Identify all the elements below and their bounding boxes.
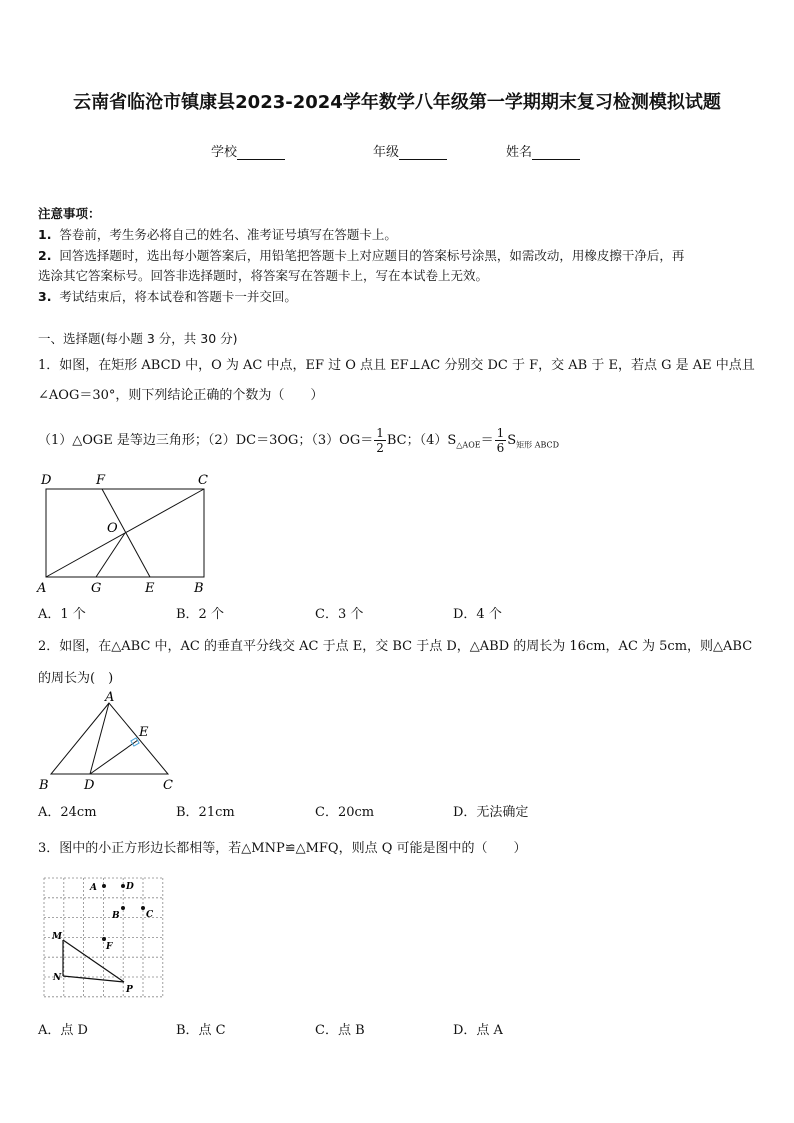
label-a: A [105, 690, 115, 705]
point-c [141, 906, 145, 910]
q2-option-a[interactable]: A．24cm [38, 805, 97, 820]
label-n: N [53, 973, 62, 983]
q2-stem-line2: 的周长为( ) [38, 671, 114, 686]
q1-option-c[interactable]: C．3 个 [315, 607, 364, 622]
fraction-one-sixth: $\frac{1}{6}$ [496, 426, 505, 455]
label-b: B [194, 581, 204, 596]
triangle-abc [51, 703, 168, 774]
q3-option-a[interactable]: A．点 D [38, 1023, 88, 1038]
notice-item-2-cont: 选涂其它答案标号。回答非选择题时，将答案写在答题卡上，写在本试卷上无效。 [38, 268, 489, 283]
q3-option-c[interactable]: C．点 B [315, 1023, 365, 1038]
name-field [506, 141, 580, 160]
q1-conclusions: （1）△OGE 是等边三角形；（2）DC＝3OG；（3）OG＝ $\frac{1}{2}$ BC；$(4)S_{\triangle AOE}=$ $\frac{1}{6}$ $S_{矩形 ABCD}$ [38, 426, 560, 455]
q2-option-b[interactable]: B．21cm [176, 805, 235, 820]
label-c: C [146, 910, 154, 920]
label-o: O [107, 521, 118, 536]
q1-option-d[interactable]: D．4 个 [453, 607, 502, 622]
label-d: D [126, 882, 134, 892]
label-a: A [90, 883, 97, 893]
label-e: E [145, 581, 155, 596]
triangle-figure [36, 688, 186, 796]
label-d: D [84, 778, 95, 793]
label-c: C [198, 473, 208, 488]
segment-og [96, 533, 125, 577]
label-e: E [139, 725, 149, 740]
q3-option-d[interactable]: D．点 A [453, 1023, 503, 1038]
q3-stem: 3．图中的小正方形边长都相等，若△MNP≌△MFQ，则点 Q 可能是图中的（ ） [38, 841, 527, 856]
label-p: P [126, 985, 133, 995]
name-label: 姓名 [506, 145, 533, 160]
q3-option-b[interactable]: B．点 C [176, 1023, 226, 1038]
grid-figure [40, 872, 168, 1004]
grade-blank [399, 147, 447, 160]
point-d [121, 884, 125, 888]
point-a [102, 884, 106, 888]
label-a: A [37, 581, 47, 596]
point-f [102, 937, 106, 941]
label-m: M [52, 932, 62, 942]
segment-ad [90, 703, 109, 774]
rectangle-figure [34, 470, 224, 598]
segment-mp [63, 940, 124, 982]
notice-item-1: 1. 答卷前，考生务必将自己的姓名、准考证号填写在答题卡上。 [38, 227, 397, 242]
q1-stem-line2: ∠AOG＝30°，则下列结论正确的个数为（ ） [38, 388, 324, 403]
q1-option-b[interactable]: B．2 个 [176, 607, 224, 622]
q2-option-c[interactable]: C．20cm [315, 805, 375, 820]
q1-stem-line1: 1．如图，在矩形 ABCD 中，O 为 AC 中点，EF 过 O 点且 EF⊥AC 分别交 DC 于 F，交 AB 于 E，若点 G 是 AE 中点且 [38, 358, 755, 373]
segment-de [90, 740, 138, 774]
label-c: C [163, 778, 173, 793]
point-b [121, 906, 125, 910]
q2-option-d[interactable]: D．无法确定 [453, 805, 529, 820]
section-heading: 一、选择题(每小题 3 分，共 30 分) [38, 331, 238, 346]
label-b: B [39, 778, 49, 793]
label-g: G [91, 581, 102, 596]
q1-option-a[interactable]: A．1 个 [38, 607, 86, 622]
fraction-one-half: $\frac{1}{2}$ [376, 426, 384, 455]
school-field [211, 141, 285, 160]
page-title: 云南省临沧市镇康县2023-2024学年数学八年级第一学期期末复习检测模拟试题 [73, 92, 721, 113]
school-label: 学校 [211, 145, 238, 160]
notice-heading: 注意事项： [38, 206, 101, 221]
label-b: B [112, 911, 120, 921]
school-blank [237, 147, 285, 160]
name-blank [532, 147, 580, 160]
notice-item-3: 3. 考试结束后，将本试卷和答题卡一并交回。 [38, 289, 297, 304]
label-d: D [41, 473, 52, 488]
notice-item-2: 2. 回答选择题时，选出每小题答案后，用铅笔把答题卡上对应题目的答案标号涂黑，如需改动，用橡皮擦干净后，再 [38, 248, 685, 263]
label-f: F [106, 942, 113, 952]
grade-label: 年级 [373, 145, 400, 160]
grade-field [373, 141, 447, 160]
q2-stem-line1: 2．如图，在△ABC 中，AC 的垂直平分线交 AC 于点 E，交 BC 于点 D，△ABD 的周长为 16cm，AC 为 5cm，则△ABC [38, 639, 753, 654]
label-f: F [96, 473, 106, 488]
